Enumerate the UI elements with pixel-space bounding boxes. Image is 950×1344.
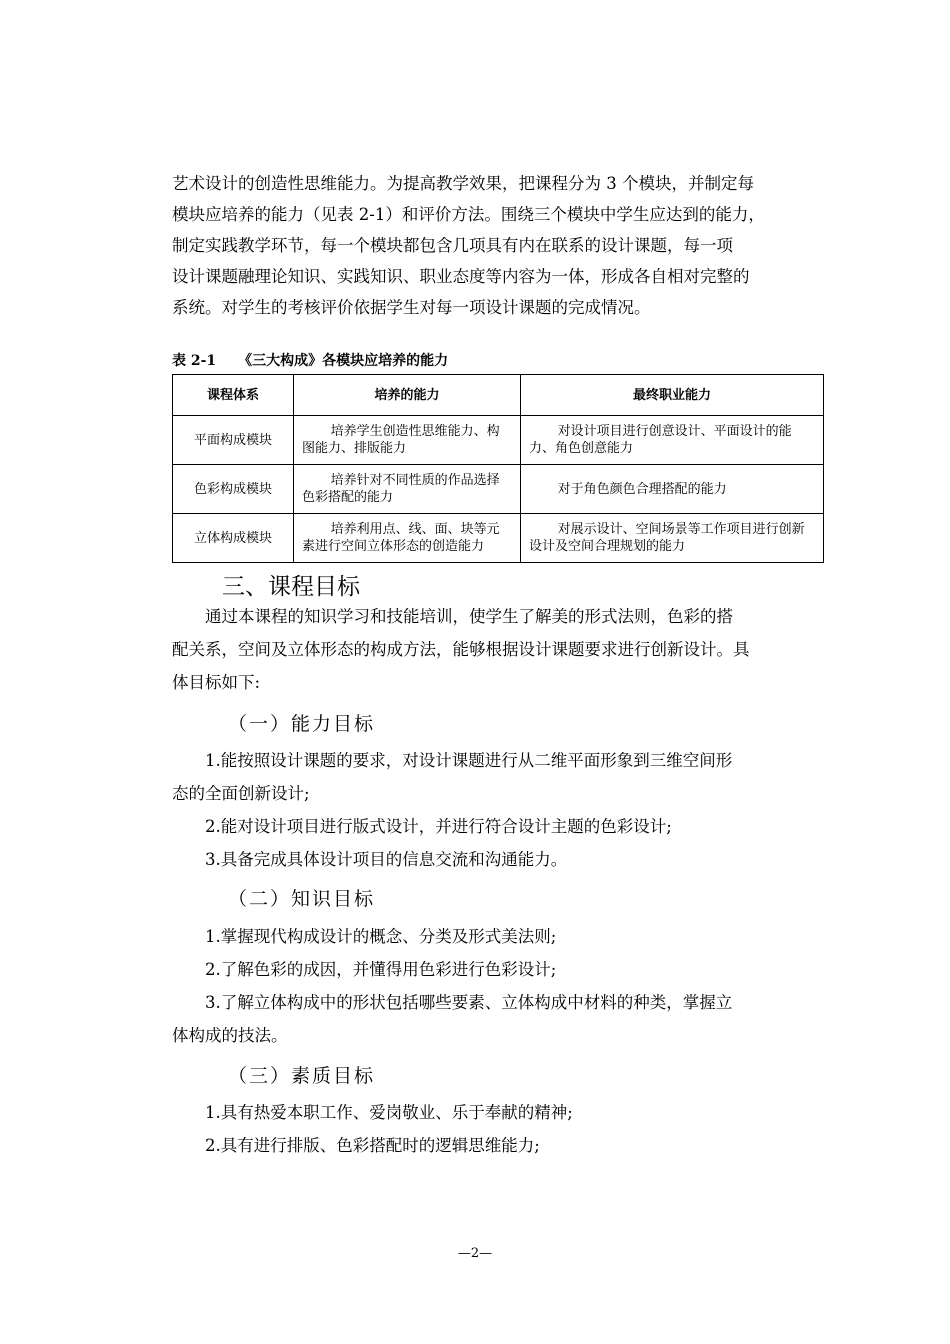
text-line: 艺术设计的创造性思维能力。为提高教学效果，把课程分为 3 个模块，并制定每 — [172, 174, 754, 193]
list-item: 态的全面创新设计; — [172, 784, 310, 803]
text-line: 体目标如下: — [172, 673, 261, 692]
ability-cell: 培养针对不同性质的作品选择色彩搭配的能力 — [294, 465, 521, 514]
text-line: 通过本课程的知识学习和技能培训，使学生了解美的形式法则，色彩的搭 — [205, 607, 733, 626]
table-header-row — [173, 375, 824, 416]
quality-goals-heading: （三）素质目标 — [228, 1065, 376, 1087]
list-item: 体构成的技法。 — [172, 1026, 288, 1045]
quality-goals-list — [172, 1096, 832, 1162]
ability-cell: 培养利用点、线、面、块等元素进行空间立体形态的创造能力 — [294, 514, 521, 563]
career-cell: 对于角色颜色合理搭配的能力 — [521, 465, 824, 514]
goal-intro — [172, 600, 832, 699]
text-line: 设计课题融理论知识、实践知识、职业态度等内容为一体，形成各自相对完整的 — [172, 267, 750, 286]
list-item: 2.了解色彩的成因，并懂得用色彩进行色彩设计; — [205, 960, 557, 979]
header-ability: 培养的能力 — [294, 375, 521, 416]
table-row — [173, 514, 824, 563]
header-course-system: 课程体系 — [173, 375, 294, 416]
list-item: 3.了解立体构成中的形状包括哪些要素、立体构成中材料的种类，掌握立 — [205, 993, 733, 1012]
table-caption-title: 《三大构成》各模块应培养的能力 — [238, 353, 449, 369]
career-cell: 对展示设计、空间场景等工作项目进行创新设计及空间合理规划的能力 — [521, 514, 824, 563]
ability-goals-heading: （一）能力目标 — [228, 713, 376, 735]
ability-goals-list — [172, 744, 832, 876]
table-caption — [172, 350, 448, 370]
list-item: 1.掌握现代构成设计的概念、分类及形式美法则; — [205, 927, 557, 946]
list-item: 1.具有热爱本职工作、爱岗敬业、乐于奉献的精神; — [205, 1103, 573, 1122]
page-number: —2— — [457, 1246, 493, 1261]
list-item: 1.能按照设计课题的要求，对设计课题进行从二维平面形象到三维空间形 — [205, 751, 733, 770]
ability-table — [172, 374, 824, 563]
table-row — [173, 416, 824, 465]
ability-cell: 培养学生创造性思维能力、构图能力、排版能力 — [294, 416, 521, 465]
module-cell: 色彩构成模块 — [173, 465, 294, 514]
table-caption-number: 表 2-1 — [172, 353, 217, 369]
header-career-ability: 最终职业能力 — [521, 375, 824, 416]
list-item: 2.具有进行排版、色彩搭配时的逻辑思维能力; — [205, 1136, 540, 1155]
career-cell: 对设计项目进行创意设计、平面设计的能力、角色创意能力 — [521, 416, 824, 465]
text-line: 配关系，空间及立体形态的构成方法，能够根据设计课题要求进行创新设计。具 — [172, 640, 750, 659]
list-item: 3.具备完成具体设计项目的信息交流和沟通能力。 — [205, 850, 568, 869]
table-row — [173, 465, 824, 514]
knowledge-goals-heading: （二）知识目标 — [228, 888, 376, 910]
module-cell: 平面构成模块 — [173, 416, 294, 465]
list-item: 2.能对设计项目进行版式设计，并进行符合设计主题的色彩设计; — [205, 817, 672, 836]
text-line: 系统。对学生的考核评价依据学生对每一项设计课题的完成情况。 — [172, 298, 651, 317]
knowledge-goals-list — [172, 920, 832, 1052]
text-line: 模块应培养的能力（见表 2-1）和评价方法。围绕三个模块中学生应达到的能力， — [172, 205, 765, 224]
module-cell: 立体构成模块 — [173, 514, 294, 563]
text-line: 制定实践教学环节，每一个模块都包含几项具有内在联系的设计课题，每一项 — [172, 236, 733, 255]
section-heading: 三、课程目标 — [222, 574, 360, 600]
intro-paragraph — [172, 168, 832, 323]
